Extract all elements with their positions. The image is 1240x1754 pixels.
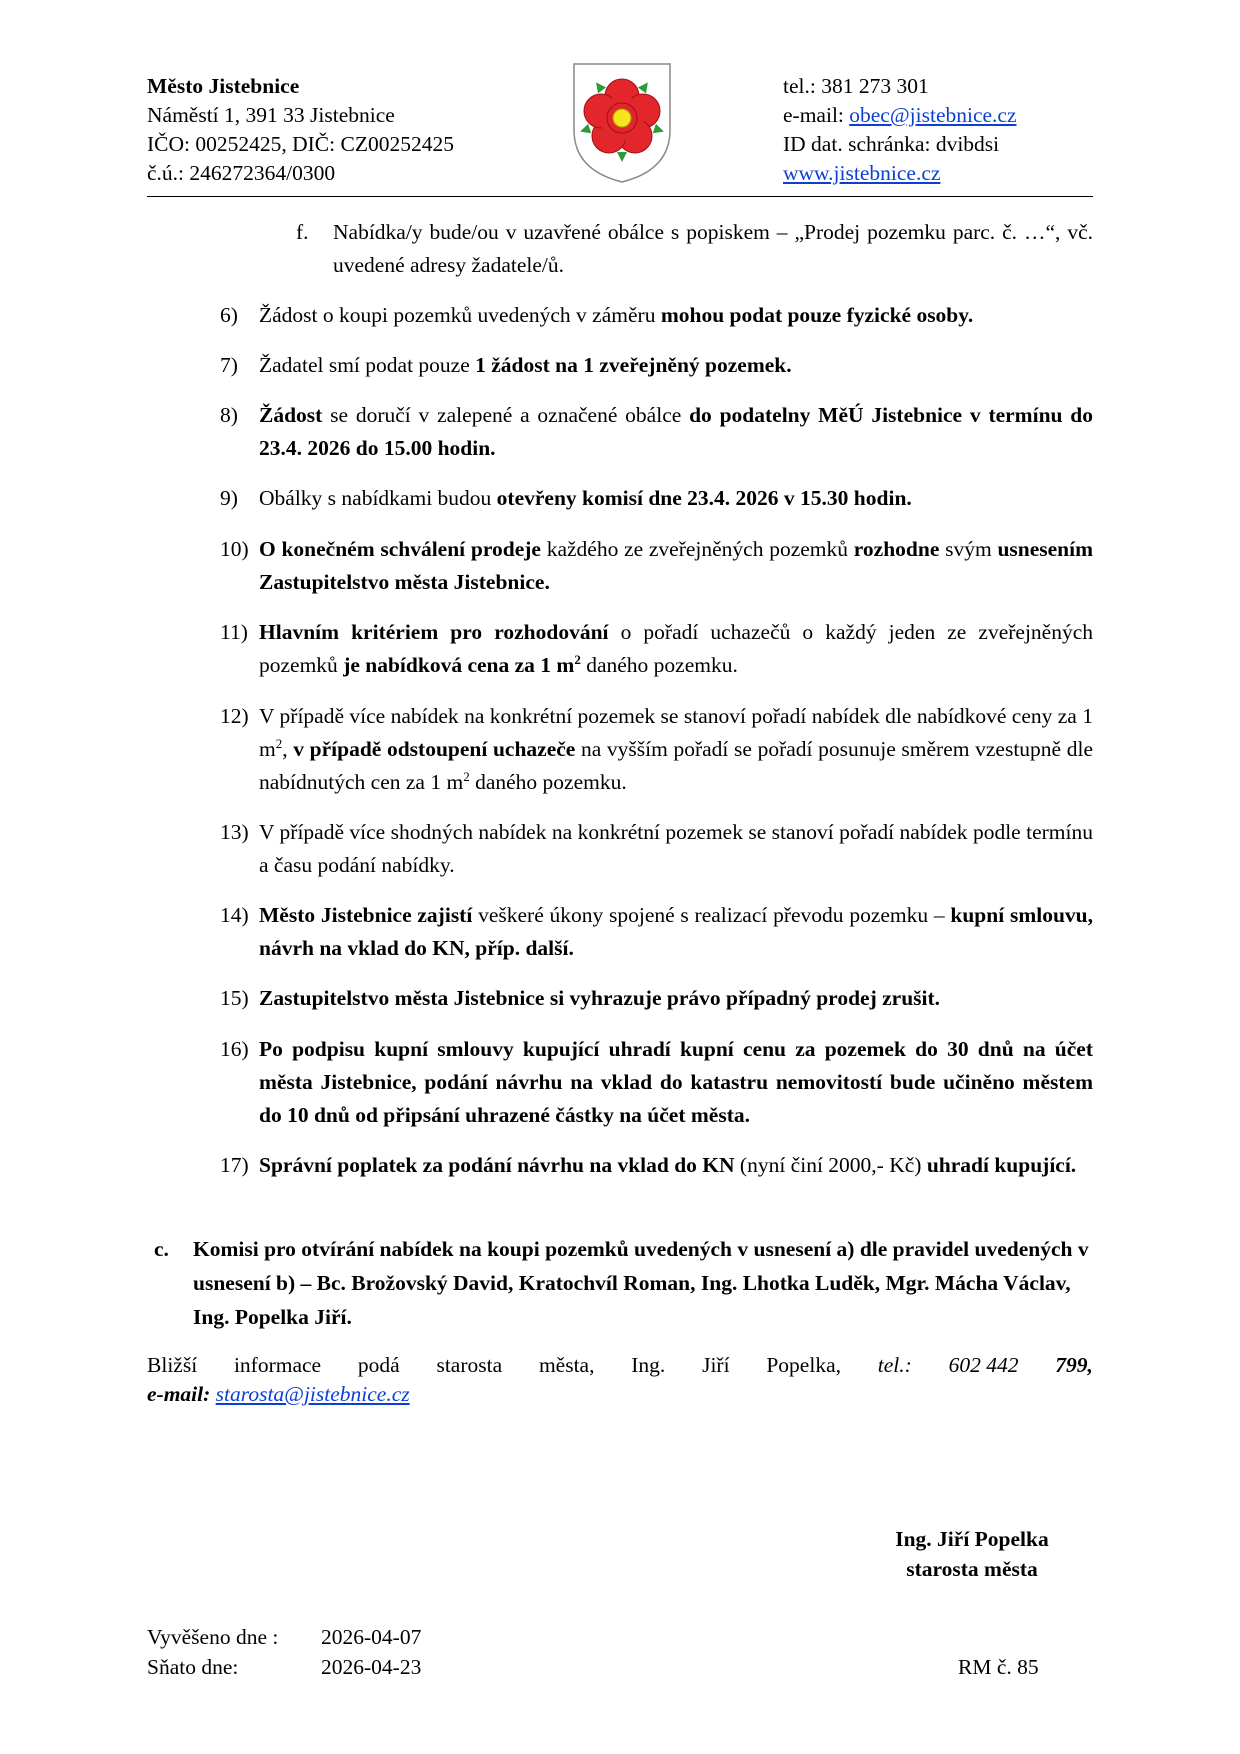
item-number: 15): [220, 986, 249, 1010]
item-text: Hlavním kritériem pro rozhodování o pořadí uchazečů o každý jeden ze zveřejněných pozemků je nabídková cena za 1 $m^2$ daného pozemku.: [259, 620, 1093, 677]
section-text: Komisi pro otvírání nabídek na koupi pozemků uvedených v usnesení a) dle pravidel uvedených v usnesení b) – Bc. Brožovský David, Kratochvíl Roman, Ing. Lhotka Luděk, Mgr. Mácha Václav, Ing. Popelka Jiří.: [193, 1237, 1089, 1329]
signatory-name: Ing. Jiří Popelka: [895, 1527, 1049, 1551]
item-number: 7): [220, 353, 238, 377]
posted-date: 2026-04-07: [321, 1625, 422, 1649]
list-item-7: [220, 349, 1093, 382]
sender-block: [147, 72, 454, 188]
coat-of-arms-rose-icon: [570, 60, 674, 186]
signature-block: [884, 1524, 1060, 1584]
list-item-8: [220, 399, 1093, 465]
phone: tel.: 381 273 301: [783, 74, 929, 98]
municipality-ids: IČO: 00252425, DIČ: CZ00252425: [147, 132, 454, 156]
item-number: 17): [220, 1153, 249, 1177]
item-text: Žádost o koupi pozemků uvedených v záměru mohou podat pouze fyzické osoby.: [259, 303, 974, 327]
contact-info: [147, 1351, 1093, 1409]
list-item-15: [220, 982, 1093, 1015]
contact-info-line-2: e-mail: starosta@jistebnice.cz: [147, 1382, 410, 1406]
list-item-16: [220, 1033, 1093, 1132]
municipality-account: č.ú.: 246272364/0300: [147, 161, 336, 185]
section-letter: c.: [154, 1237, 169, 1261]
contact-block: [783, 72, 1017, 188]
removed-label: Sňato dne:: [147, 1655, 239, 1679]
item-number: 9): [220, 486, 238, 510]
item-number: 10): [220, 537, 249, 561]
mayor-email-link[interactable]: starosta@jistebnice.cz: [215, 1382, 410, 1406]
databox: ID dat. schránka: dvibdsi: [783, 132, 1000, 156]
municipality-name: Město Jistebnice: [147, 74, 300, 98]
item-text: Po podpisu kupní smlouvy kupující uhradí kupní cenu za pozemek do 30 dnů na účet města Jistebnice, podání návrhu na vklad do katastru nemovitostí bude učiněno městem do 10 dnů od připsání uhrazené částky na účet města.: [259, 1037, 1093, 1127]
signatory-role: starosta města: [906, 1557, 1038, 1581]
contact-info-line-1: Bližší informace podá starosta města, Ing. Jiří Popelka, tel.: 602 442 799,: [147, 1353, 1093, 1377]
item-text: Město Jistebnice zajistí veškeré úkony spojené s realizací převodu pozemku – kupní smlouvu, návrh na vklad do KN, příp. další.: [259, 903, 1093, 960]
website-link[interactable]: www.jistebnice.cz: [783, 161, 941, 185]
item-text: Nabídka/y bude/ou v uzavřené obálce s popiskem – „Prodej pozemku parc. č. …“, vč. uvedené adresy žadatele/ů.: [333, 220, 1093, 277]
council-resolution-ref: RM č. 85: [958, 1655, 1039, 1679]
item-number: f.: [296, 220, 309, 244]
item-number: 11): [220, 620, 248, 644]
item-text: O konečném schválení prodeje každého ze zveřejněných pozemků rozhodne svým usnesením Zastupitelstvo města Jistebnice.: [259, 537, 1094, 594]
list-item-10: [220, 533, 1093, 599]
item-text: Správní poplatek za podání návrhu na vklad do KN (nyní činí 2000,- Kč) uhradí kupující.: [259, 1153, 1077, 1177]
municipality-address: Náměstí 1, 391 33 Jistebnice: [147, 103, 395, 127]
list-item-6: [220, 299, 1093, 332]
list-item-9: [220, 482, 1093, 515]
item-text: V případě více nabídek na konkrétní pozemek se stanoví pořadí nabídek dle nabídkové ceny za 1 $m^2$, v případě odstoupení uchazeče na vyšším pořadí se pořadí posunuje směrem vzestupně dle nabídnutých cen za 1 $m^2$ daného pozemku.: [259, 704, 1093, 794]
list-item-12: [220, 700, 1093, 799]
item-number: 12): [220, 704, 249, 728]
list-item-f: [220, 216, 1093, 282]
item-text: V případě více shodných nabídek na konkrétní pozemek se stanoví pořadí nabídek podle termínu a času podání nabídky.: [259, 820, 1093, 877]
item-number: 16): [220, 1037, 249, 1061]
item-number: 14): [220, 903, 249, 927]
item-text: Žadatel smí podat pouze 1 žádost na 1 zveřejněný pozemek.: [259, 353, 792, 377]
item-text: Žádost se doručí v zalepené a označené obálce do podatelny MěÚ Jistebnice v termínu do 23.4. 2026 do 15.00 hodin.: [259, 403, 1093, 460]
list-item-11: [220, 616, 1093, 682]
posting-dates: [147, 1622, 421, 1682]
posted-label: Vyvěšeno dne :: [147, 1625, 279, 1649]
section-c: [154, 1232, 1093, 1334]
list-item-14: [220, 899, 1093, 965]
item-text: Zastupitelstvo města Jistebnice si vyhrazuje právo případný prodej zrušit.: [259, 986, 941, 1010]
list-item-13: [220, 816, 1093, 882]
list-item-17: [220, 1149, 1093, 1182]
item-number: 8): [220, 403, 238, 427]
item-text: Obálky s nabídkami budou otevřeny komisí dne 23.4. 2026 v 15.30 hodin.: [259, 486, 912, 510]
email-label: e-mail:: [783, 103, 850, 127]
email-link[interactable]: obec@jistebnice.cz: [849, 103, 1017, 127]
removed-date: 2026-04-23: [321, 1655, 422, 1679]
item-number: 13): [220, 820, 249, 844]
item-number: 6): [220, 303, 238, 327]
header-divider: [147, 196, 1093, 197]
email-line: [783, 101, 1017, 130]
